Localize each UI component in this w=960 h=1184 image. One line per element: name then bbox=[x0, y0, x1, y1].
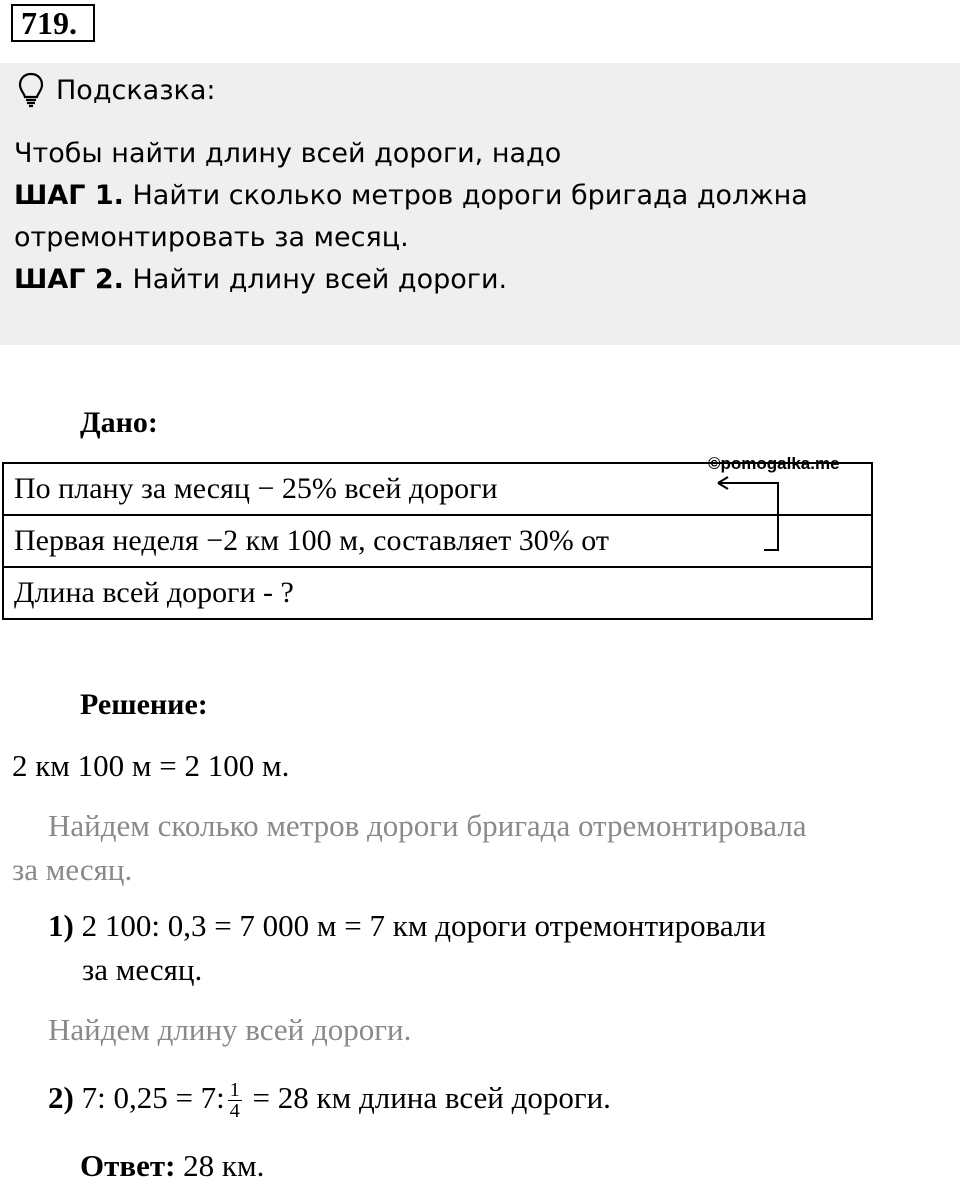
fraction-denominator: 4 bbox=[229, 1100, 240, 1123]
fraction bbox=[228, 1080, 242, 1121]
step1-text: 2 100: 0,3 = 7 000 м = 7 км дороги отремонтировали bbox=[73, 908, 766, 943]
solution-step1-continuation: за месяц. bbox=[82, 952, 203, 987]
problem-number: 719. bbox=[11, 4, 95, 42]
answer-value: 28 км. bbox=[175, 1148, 265, 1183]
lightbulb-icon bbox=[18, 72, 44, 108]
given-cell: Первая неделя −2 км 100 м, составляет 30% от bbox=[3, 515, 872, 567]
given-cell: По плану за месяц − 25% всей дороги bbox=[3, 463, 872, 515]
watermark: ©pomogalka.me bbox=[708, 454, 840, 473]
comment-step1-continuation: за месяц. bbox=[12, 852, 133, 887]
solution-step1 bbox=[48, 908, 766, 944]
answer bbox=[80, 1148, 264, 1184]
comment-step1: Найдем сколько метров дороги бригада отремонтировала bbox=[48, 808, 807, 843]
hint-step2-text: Найти длину всей дороги. bbox=[123, 264, 508, 295]
given-cell: Длина всей дороги - ? bbox=[3, 567, 872, 619]
solution-title: Решение: bbox=[80, 688, 208, 721]
hint-step1-continuation: отремонтировать за месяц. bbox=[14, 222, 409, 253]
comment-step2: Найдем длину всей дороги. bbox=[48, 1012, 412, 1047]
reference-arrow-icon bbox=[700, 470, 790, 555]
step2-number: 2) bbox=[48, 1080, 74, 1115]
hint-step2-label: ШАГ 2. bbox=[14, 264, 124, 295]
hint-step1-label: ШАГ 1. bbox=[14, 180, 124, 211]
hint-step1-text: Найти сколько метров дороги бригада должна bbox=[123, 180, 808, 211]
hint-intro: Чтобы найти длину всей дороги, надо bbox=[14, 138, 562, 169]
hint-step1 bbox=[14, 180, 808, 211]
fraction-numerator: 1 bbox=[229, 1079, 240, 1102]
unit-conversion: 2 км 100 м = 2 100 м. bbox=[12, 748, 290, 783]
given-title: Дано: bbox=[80, 406, 158, 439]
given-row bbox=[3, 567, 872, 619]
solution-step2 bbox=[48, 1080, 611, 1121]
step2-prefix: 7: 0,25 = 7: bbox=[73, 1080, 225, 1115]
step2-suffix: = 28 км длина всей дороги. bbox=[244, 1080, 611, 1115]
hint-title-text: Подсказка: bbox=[56, 74, 216, 106]
hint-step2 bbox=[14, 264, 507, 295]
hint-title bbox=[18, 72, 216, 108]
step1-number: 1) bbox=[48, 908, 74, 943]
answer-label: Ответ: bbox=[80, 1148, 176, 1183]
